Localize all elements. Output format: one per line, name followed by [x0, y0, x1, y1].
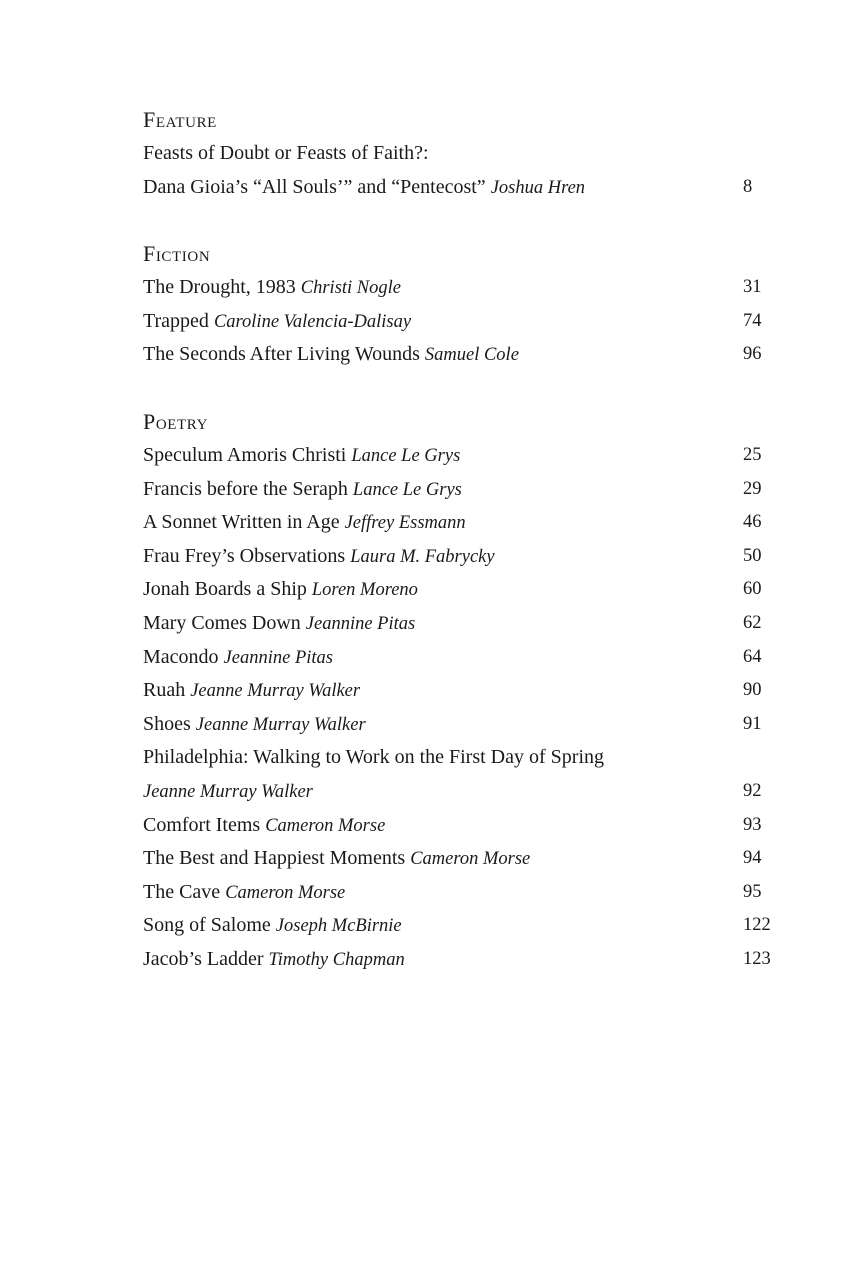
entry-page-number: 46	[743, 512, 762, 533]
entry-title: Dana Gioia’s “All Souls’” and “Pentecost”	[143, 175, 491, 198]
entry-author: Lance Le Grys	[352, 479, 462, 500]
entry-page-number: 122	[743, 915, 771, 936]
toc-entry[interactable]	[143, 909, 783, 943]
toc-entry[interactable]	[143, 338, 783, 372]
toc-entry[interactable]	[143, 607, 783, 641]
toc-entry[interactable]	[143, 271, 783, 305]
entry-author: Cameron Morse	[225, 882, 346, 903]
toc-entry[interactable]	[143, 741, 783, 775]
entry-page-number: 96	[743, 344, 762, 365]
section-title: Poetry	[143, 408, 209, 434]
entry-title: Mary Comes Down	[143, 611, 306, 634]
entry-title: Jonah Boards a Ship	[143, 578, 312, 601]
entry-title: Francis before the Seraph	[143, 477, 353, 500]
entry-title: Shoes	[143, 712, 196, 735]
section-fiction	[143, 238, 783, 372]
entry-title: Jacob’s Ladder	[143, 947, 269, 970]
entry-title: The Cave	[143, 880, 226, 903]
entry-author: Jeannine Pitas	[305, 613, 416, 634]
toc-entry[interactable]	[143, 439, 783, 473]
entry-title: Song of Salome	[143, 914, 276, 937]
entry-page-number: 62	[743, 612, 762, 633]
entry-title: Feasts of Doubt or Feasts of Faith?:	[143, 142, 429, 164]
entry-author: Christi Nogle	[300, 278, 401, 299]
entry-title: Philadelphia: Walking to Work on the First Day of Spring	[143, 746, 605, 769]
entry-page-number: 50	[743, 545, 762, 566]
entry-title: Speculum Amoris Christi	[143, 443, 352, 466]
entry-title: Ruah	[143, 679, 191, 702]
entry-author: Caroline Valencia-Dalisay	[213, 311, 412, 332]
toc-entry[interactable]	[143, 708, 783, 742]
entry-author: Jeannine Pitas	[223, 647, 333, 668]
entry-author: Jeffrey Essmann	[344, 513, 466, 534]
toc-entry[interactable]	[143, 641, 783, 675]
toc-entry[interactable]	[143, 540, 783, 574]
entry-page-number: 60	[743, 579, 762, 600]
entry-title: The Drought, 1983	[143, 276, 301, 299]
section-title: Feature	[143, 107, 217, 132]
section-poetry	[143, 406, 783, 977]
toc-entry[interactable]	[143, 775, 783, 809]
toc-entry[interactable]	[143, 876, 783, 910]
toc-entry[interactable]	[143, 137, 783, 171]
toc-entry[interactable]	[143, 943, 783, 977]
entry-page-number: 31	[743, 277, 762, 298]
entry-author: Samuel Cole	[424, 345, 519, 366]
entry-author: Joshua Hren	[490, 177, 586, 198]
entry-page-number: 64	[743, 646, 762, 667]
toc-entry[interactable]	[143, 674, 783, 708]
section-title: Fiction	[143, 241, 211, 267]
entry-title: Comfort Items	[143, 813, 266, 836]
entry-author: Joseph McBirnie	[275, 916, 402, 937]
entry-author: Jeanne Murray Walker	[195, 714, 366, 735]
entry-title: The Seconds After Living Wounds	[143, 343, 425, 366]
toc-entry[interactable]	[143, 473, 783, 507]
table-of-contents	[143, 104, 783, 1010]
entry-author: Cameron Morse	[410, 849, 531, 870]
entry-page-number: 90	[743, 680, 762, 701]
toc-entry[interactable]	[143, 171, 783, 205]
entry-author: Lance Le Grys	[351, 445, 461, 466]
entry-author: Jeanne Murray Walker	[143, 781, 313, 802]
entry-title: Macondo	[143, 645, 224, 668]
toc-entry[interactable]	[143, 305, 783, 339]
entry-page-number: 123	[743, 948, 771, 969]
entry-page-number: 94	[743, 848, 762, 869]
toc-entry[interactable]	[143, 506, 783, 540]
entry-author: Jeanne Murray Walker	[190, 681, 361, 702]
entry-title: Frau Frey’s Observations	[143, 544, 351, 567]
toc-entry[interactable]	[143, 809, 783, 843]
entry-page-number: 95	[743, 881, 762, 902]
entry-title: Trapped	[143, 309, 214, 332]
toc-entry[interactable]	[143, 842, 783, 876]
entry-page-number: 91	[743, 713, 762, 734]
entry-page-number: 74	[743, 310, 762, 331]
section-feature	[143, 104, 783, 204]
entry-author: Cameron Morse	[265, 815, 386, 836]
entry-page-number: 25	[743, 444, 762, 465]
entry-page-number: 93	[743, 814, 762, 835]
entry-title: The Best and Happiest Moments	[143, 847, 411, 870]
entry-page-number: 29	[743, 478, 762, 499]
entry-author: Laura M. Fabrycky	[350, 546, 495, 567]
entry-page-number: 8	[743, 176, 753, 197]
entry-page-number: 92	[743, 780, 762, 801]
entry-author: Timothy Chapman	[268, 949, 405, 970]
toc-entry[interactable]	[143, 573, 783, 607]
entry-author: Loren Moreno	[311, 580, 418, 601]
entry-title: A Sonnet Written in Age	[143, 511, 345, 534]
